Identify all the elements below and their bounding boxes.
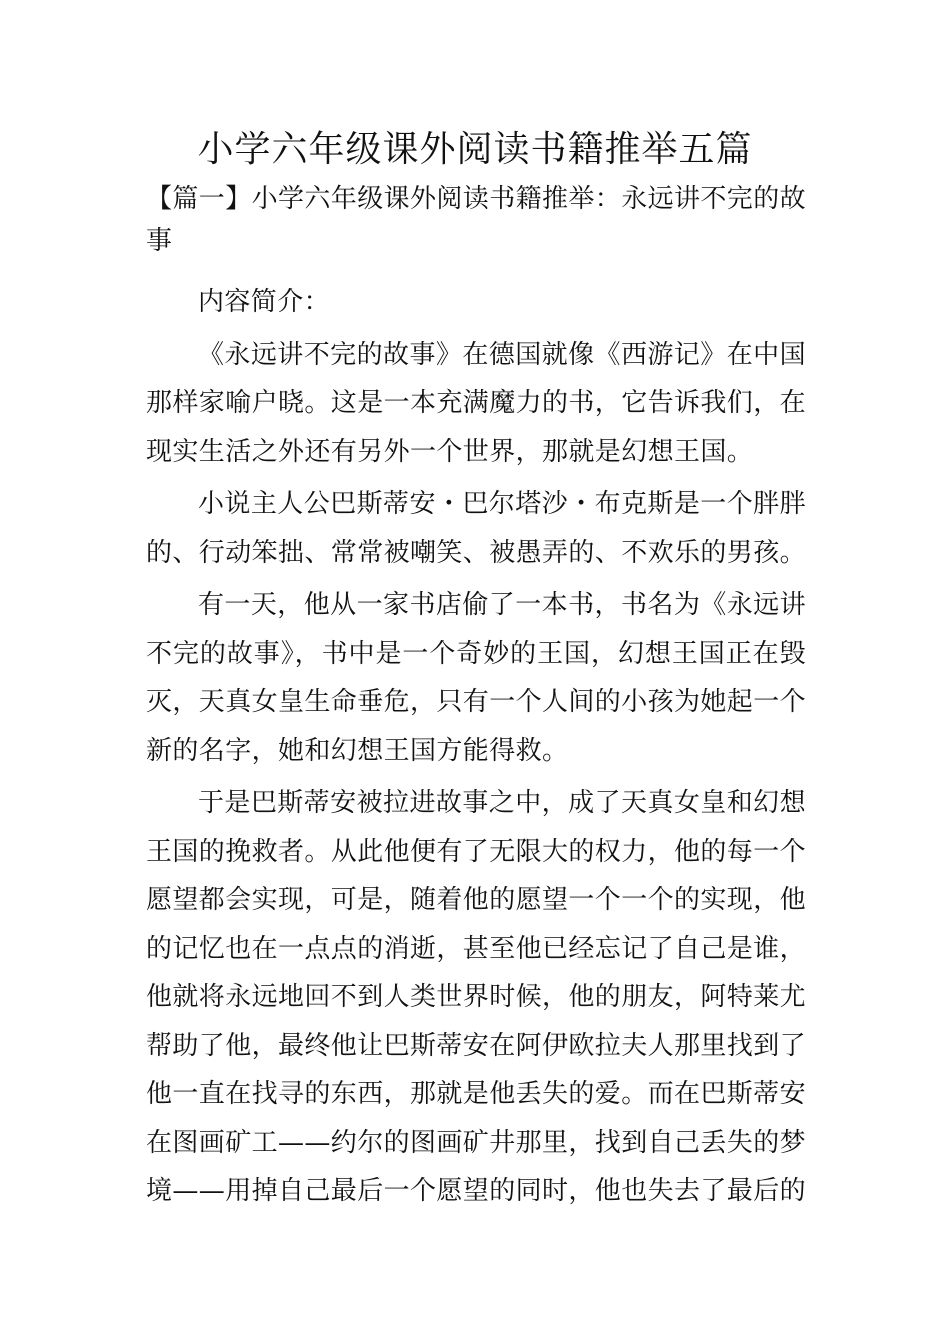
section-heading: 【篇一】小学六年级课外阅读书籍推举：永远讲不完的故事 (146, 184, 807, 256)
document-body (146, 178, 806, 1220)
document-title: 小学六年级课外阅读书籍推举五篇 (197, 129, 753, 170)
paragraph: 于是巴斯蒂安被拉进故事之中，成了天真女皇和幻想王国的挽救者。从此他便有了无限大的权力，他的每一个愿望都会实现，可是，随着他的愿望一个一个的实现，他的记忆也在一点点的消逝，甚至他已经忘记了自己是谁，他就将永远地回不到人类世界时候，他的朋友，阿特莱尤帮助了他，最终他让巴斯蒂安在阿伊欧拉夫人那里找到了他一直在找寻的东西，那就是他丢失的爱。而在巴斯蒂安在图画矿工——约尔的图画矿井那里，找到自己丢失的梦境——用掉自己最后一个愿望的同时，他也失去了最后的 (146, 788, 807, 1206)
paragraph: 有一天，他从一家书店偷了一本书，书名为《永远讲不完的故事》，书中是一个奇妙的王国，幻想王国正在毁灭，天真女皇生命垂危，只有一个人间的小孩为她起一个新的名字，她和幻想王国方能得救。 (146, 590, 807, 766)
content-label: 内容简介： (198, 287, 331, 317)
paragraph: 《永远讲不完的故事》在德国就像《西游记》在中国那样家喻户晓。这是一本充满魔力的书，它告诉我们，在现实生活之外还有另外一个世界，那就是幻想王国。 (146, 339, 807, 467)
paragraph: 小说主人公巴斯蒂安・巴尔塔沙・布克斯是一个胖胖的、行动笨拙、常常被嘲笑、被愚弄的、不欢乐的男孩。 (146, 489, 807, 568)
